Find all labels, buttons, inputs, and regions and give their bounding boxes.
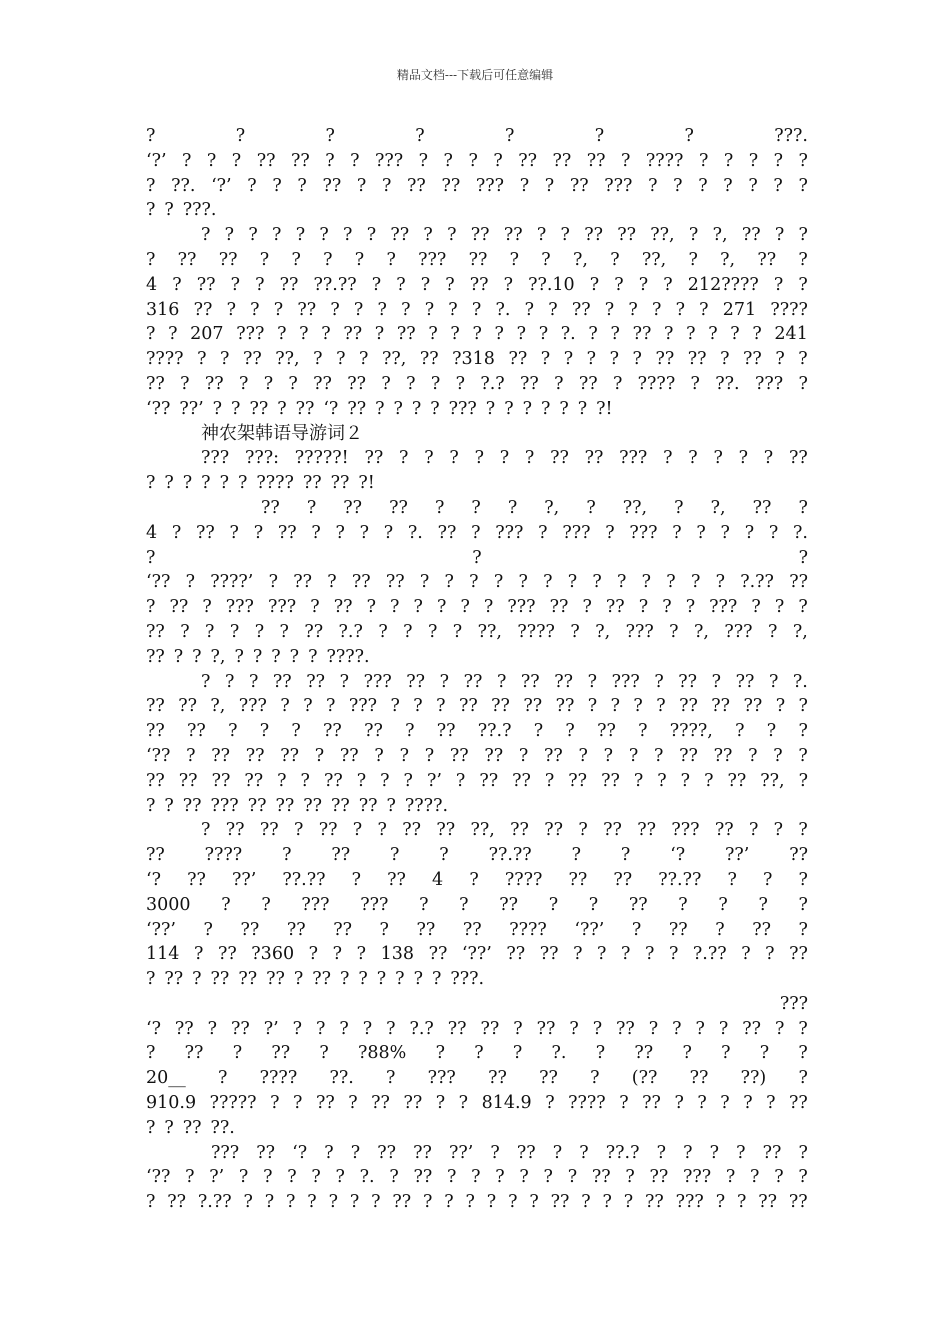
text-line: ? ? ???. xyxy=(146,200,217,221)
text-line: ‘?? ? ????’ ? ?? ? ?? ?? ? ? ? ? ? ? ? ? ? ? ? ? ? ?.?? ?? xyxy=(146,572,808,593)
text-line: 316 ?? ? ? ? ?? ? ? ? ? ? ? ? ?. ? ? ?? ? ? ? ? ? 271 ???? xyxy=(146,299,808,320)
page-header: 精品文档---下载后可任意编辑 xyxy=(396,68,554,82)
document-body xyxy=(146,124,808,1215)
text-line: ‘?? ??’ ? ? ?? ? ?? ‘? ?? ? ? ? ? ??? ? ? ? ? ? ? ?! xyxy=(146,398,613,419)
text-line: ? ??. ‘?’ ? ? ? ?? ? ? ?? ?? ??? ? ? ?? ??? ? ? ? ? ? ? ? xyxy=(146,175,808,196)
text-line: ? ? ?? ??? ?? ?? ?? ?? ?? ? ????. xyxy=(146,795,449,816)
text-line: ? ? ? ? ? ? ? ???. xyxy=(146,126,808,146)
text-line: ? ?? ?? ? ?? ? ? ?? ?? ??, ?? ?? ? ?? ?? ??? ?? ? ? ? xyxy=(201,820,808,841)
text-line: 4 ? ?? ? ? ?? ??.?? ? ? ? ? ?? ? ??.10 ? ? ? ? 212???? ? ? xyxy=(146,274,808,295)
text-line: ‘?? ? ?’ ? ? ? ? ? ?. ? ?? ? ? ? ? ? ? ?? ? ?? ??? ? ? ? ? xyxy=(146,1167,808,1188)
text-line: ? ? ? xyxy=(146,547,808,568)
text-line: 20__ ? ???? ??. ? ??? ?? ?? ? (?? ?? ??) ? xyxy=(146,1068,808,1089)
text-line: ? ? ? ? ? ? ? ? ?? ? ? ?? ?? ? ? ?? ?? ??, ? ?, ?? ? ? xyxy=(201,225,808,246)
text-line: ? ? ? ?? ?? ? ??? ?? ? ?? ? ?? ?? ? ??? ? ?? ? ?? ? ?. xyxy=(201,671,808,692)
text-line: 4 ? ?? ? ? ?? ? ? ? ? ?. ?? ? ??? ? ??? ? ??? ? ? ? ? ? ?. xyxy=(146,522,808,543)
text-line: 910.9 ????? ? ? ?? ? ?? ?? ? ? 814.9 ? ???? ? ?? ? ? ? ? ? ?? xyxy=(146,1093,808,1114)
text-line: ? ? ?? ??. xyxy=(146,1117,235,1138)
text-line: ???? ? ? ?? ??, ? ? ? ??, ?? ?318 ?? ? ? ? ? ? ?? ?? ? ?? ? ? xyxy=(146,349,808,370)
text-line: ?? ? ? ? ? ? ?? ?.? ? ? ? ? ??, ???? ? ?, ??? ? ?, ??? ? ?, xyxy=(146,621,808,642)
text-line: ? ?? ? ??? ??? ? ?? ? ? ? ? ? ? ??? ?? ? ?? ? ? ? ??? ? ? ? xyxy=(146,597,808,618)
text-line: ? ?? ?? ? ? ? ? ? ??? ?? ? ? ?, ? ??, ? ?, ?? ? xyxy=(146,249,808,270)
text-line: ? ?? ?.?? ? ? ? ? ? ? ? ?? ? ? ? ? ? ? ?? ? ? ? ?? ??? ? ? ?? ?? xyxy=(146,1192,808,1213)
text-line: ‘??’ ? ?? ?? ?? ? ?? ?? ???? ‘??’ ? ?? ? ?? ? xyxy=(146,919,808,940)
text-line: ‘? ?? ??’ ??.?? ? ?? 4 ? ???? ?? ?? ??.?? ? ? ? xyxy=(146,869,808,890)
text-line: ??? xyxy=(779,993,808,1014)
text-line: ? ?? ? ?? ?? ?? ? ?? ? ? ? ? ? ? ???. xyxy=(146,969,485,990)
text-line: ??? ?? ‘? ? ? ?? ?? ??’ ? ?? ? ? ??.? ? ? ? ? ?? ? xyxy=(211,1142,808,1163)
text-line: ?? ? ?? ?? ? ? ? ?, ? ??, ? ?, ?? ? xyxy=(261,497,808,518)
text-line: ?? ? ? ?, ? ? ? ? ? ????. xyxy=(146,646,370,667)
text-line: 114 ? ?? ?360 ? ? ? 138 ?? ‘??’ ?? ?? ? ? ? ? ? ?.?? ? ? ?? xyxy=(146,944,808,965)
text-line: ?? ? ?? ? ? ? ?? ?? ? ? ? ? ?.? ?? ? ?? ? ???? ? ??. ??? ? xyxy=(146,373,808,394)
text-line: ?? ???? ? ?? ? ? ??.?? ? ? ‘? ??’ ?? xyxy=(146,845,808,866)
section-heading: 神农架韩语导游词２ xyxy=(201,422,363,444)
text-line: ?? ?? ?? ?? ? ? ?? ? ? ? ?’ ? ?? ?? ? ?? ?? ? ? ? ? ?? ??, ? xyxy=(146,770,808,791)
text-line: ? ? 207 ??? ? ? ? ?? ? ?? ? ? ? ? ? ? ?. ? ? ?? ? ? ? ? ? 241 xyxy=(146,324,808,345)
text-line: 3000 ? ? ??? ??? ? ? ?? ? ? ?? ? ? ? ? xyxy=(146,894,808,915)
text-line: ?? ?? ? ? ? ?? ?? ? ?? ??.? ? ? ?? ? ????, ? ? ? xyxy=(146,721,808,742)
text-line: ‘?’ ? ? ? ?? ?? ? ? ??? ? ? ? ? ?? ?? ?? ? ???? ? ? ? ? ? xyxy=(146,150,808,171)
text-line: ??? ???: ?????! ?? ? ? ? ? ? ? ?? ?? ??? ? ? ? ? ? ?? xyxy=(201,448,808,469)
text-line: ‘?? ? ?? ?? ?? ? ?? ? ? ? ?? ?? ? ?? ? ? ? ? ?? ?? ? ? ? xyxy=(146,745,808,766)
text-line: ? ? ? ? ? ? ???? ?? ?? ?! xyxy=(146,473,375,494)
text-line: ?? ?? ?, ??? ? ? ? ??? ? ? ? ?? ?? ?? ?? ? ? ? ? ?? ?? ?? ? ? xyxy=(146,696,808,717)
text-line: ‘? ?? ? ?? ?’ ? ? ? ? ? ?.? ?? ?? ? ?? ? ? ?? ? ? ? ? ?? ? ? xyxy=(146,1018,808,1039)
text-line: ? ?? ? ?? ? ?88% ? ? ? ?. ? ?? ? ? ? ? xyxy=(146,1043,808,1064)
